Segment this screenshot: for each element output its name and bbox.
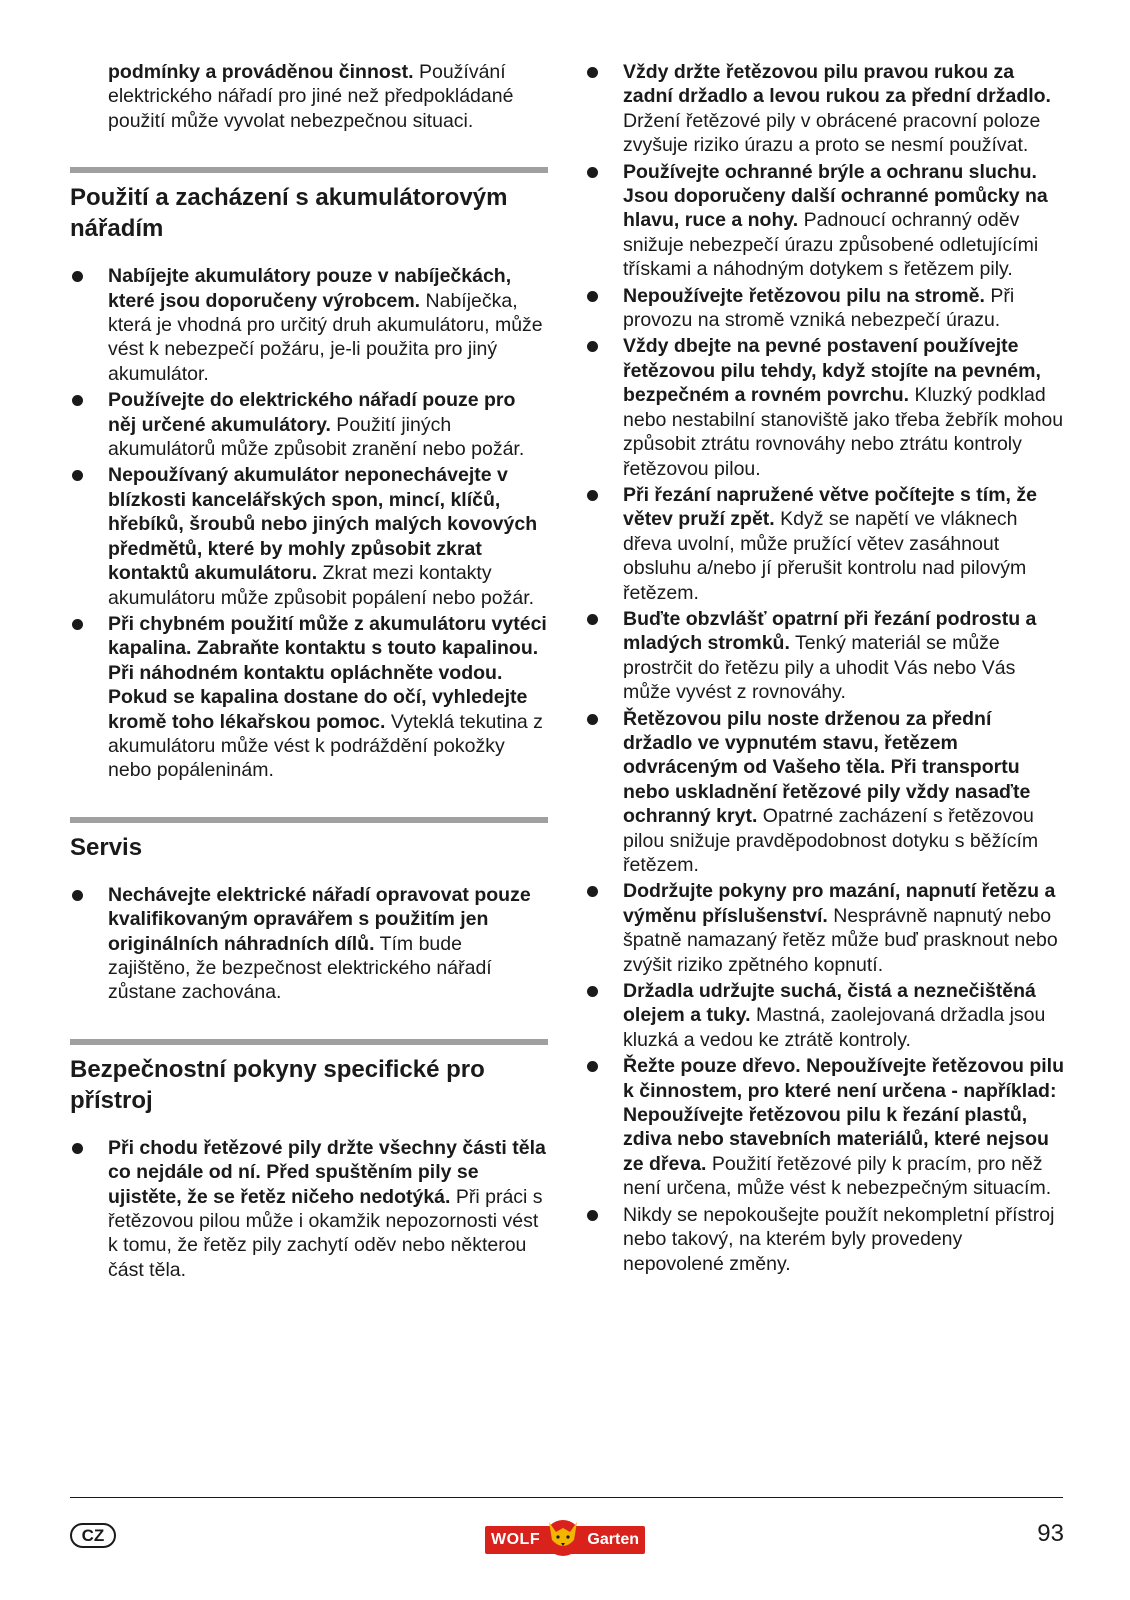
item-text: Mastná, zaolejovaná držadla jsou kluzká a vedou ke ztrátě kontroly. bbox=[623, 1004, 1046, 1051]
list-item bbox=[70, 883, 548, 1005]
bullet-icon bbox=[587, 1210, 598, 1221]
item-bold: Při chybném použití může z akumulátoru vytéci kapalina. Zabraňte kontaktu s touto kapalinou. Při náhodném kontaktu opláchněte vodou. Pokud se kapalina dostane do očí, vyhledejte kromě toho lékařskou pomoc. bbox=[108, 612, 547, 733]
item-bold: Při chodu řetězové pily držte všechny části těla co nejdále od ní. Před spuštěním pily se ujistěte, že se řetěz ničeho nedotýká. bbox=[108, 1136, 546, 1208]
section-service bbox=[70, 817, 548, 1005]
list-item bbox=[585, 707, 1065, 878]
page-number: 93 bbox=[1037, 1520, 1064, 1547]
bullet-icon bbox=[587, 986, 598, 997]
item-bold: Dodržujte pokyny pro mazání, napnutí řetězu a výměnu příslušenství. bbox=[623, 880, 1056, 927]
bullet-icon bbox=[72, 470, 83, 481]
list-item bbox=[70, 612, 548, 783]
item-bold: Vždy držte řetězovou pilu pravou rukou za zadní držadlo a levou rukou za přední držadlo. bbox=[623, 61, 1051, 108]
item-text: Padnoucí ochranný oděv snižuje nebezpečí úrazu způsobené odletujícími třískami a náhodným dotykem s řetězem pily. bbox=[623, 209, 1039, 281]
item-bold: Nepoužívejte řetězovou pilu na stromě. bbox=[623, 284, 985, 307]
bullet-icon bbox=[587, 67, 598, 78]
intro-bold: podmínky a prováděnou činnost. bbox=[108, 61, 414, 83]
left-column bbox=[70, 60, 548, 1284]
intro-text: Používání elektrického nářadí pro jiné než předpokládané použití může vyvolat nebezpečnou situaci. bbox=[108, 61, 514, 132]
item-bold: Buďte obzvlášť opatrní při řezání podrostu a mladých stromků. bbox=[623, 607, 1037, 655]
item-bold: Nepoužívaný akumulátor neponechávejte v blízkosti kancelářských spon, mincí, klíčů, hřebíků, šroubů nebo jiných malých kovových předmětů, které by mohly způsobit zkrat kontaktů akumulátoru. bbox=[108, 464, 538, 585]
item-text: Použití jiných akumulátorů může způsobit zranění nebo požár. bbox=[108, 413, 525, 461]
bullet-icon bbox=[72, 1143, 83, 1154]
item-text: Nikdy se nepokoušejte použít nekompletní přístroj nebo takový, na kterém byly provedeny nepovolené změny. bbox=[623, 1203, 1055, 1275]
item-text: Opatrné zacházení s řetězovou pilou snižuje pravděpodobnost dotyku s běžícím řetězem. bbox=[623, 805, 1039, 876]
section-rule bbox=[70, 1039, 548, 1045]
language-badge: CZ bbox=[70, 1523, 116, 1548]
bullet-icon bbox=[72, 271, 83, 282]
item-bold: Řetězovou pilu noste drženou za přední držadlo ve vypnutém stavu, řetězem odvráceným od Vašeho těla. Při transportu nebo uskladnění řetězové pily vždy nasaďte ochranný kryt. bbox=[623, 707, 1031, 828]
item-text: Tenký materiál se může prostrčit do řetězu pily a uhodit Vás nebo Vás může vyvést z rovnováhy. bbox=[623, 632, 1016, 704]
section-title: Servis bbox=[70, 833, 143, 861]
item-bold: Vždy dbejte na pevné postavení používejte řetězovou pilu tehdy, když stojíte na pevném, bezpečném a rovném povrchu. bbox=[623, 335, 1041, 407]
bullet-list bbox=[585, 60, 1065, 1276]
item-bold: Držadla udržujte suchá, čistá a neznečištěná olejem a tuky. bbox=[623, 980, 1036, 1027]
item-bold: Řežte pouze dřevo. Nepoužívejte řetězovou pilu k činnostem, pro které není určena - například: Nepoužívejte řetězovou pilu k řezání plastů, zdiva nebo stavebních materiálů, které nejsou ze dřeva. bbox=[623, 1055, 1064, 1175]
item-text: Nabíječka, která je vhodná pro určitý druh akumulátoru, může vést k nebezpečí požáru, je-li použita pro jiný akumulátor. bbox=[108, 289, 543, 385]
bullet-list bbox=[70, 1136, 548, 1282]
item-text: Když se napětí ve vláknech dřeva uvolní, může pružící větev zasáhnout obsluhu a/nebo jí přerušit kontrolu nad pilovým řetězem. bbox=[623, 508, 1027, 604]
right-column bbox=[585, 60, 1065, 1278]
logo-wolf-text: WOLF bbox=[491, 1531, 541, 1548]
item-bold: Při řezání napružené větve počítejte s tím, že větev pruží zpět. bbox=[623, 483, 1037, 531]
item-text: Při práci s řetězovou pilou může i okamžik nepozornosti vést k tomu, že řetěz pily zachytí oděv nebo některou část těla. bbox=[108, 1185, 543, 1281]
bullet-icon bbox=[587, 886, 598, 897]
bullet-icon bbox=[587, 167, 598, 178]
list-item bbox=[585, 607, 1065, 705]
section-rule bbox=[70, 167, 548, 173]
list-item bbox=[585, 979, 1065, 1052]
list-item bbox=[585, 1054, 1065, 1200]
list-item bbox=[585, 160, 1065, 282]
bullet-icon bbox=[587, 714, 598, 725]
bullet-icon bbox=[587, 1061, 598, 1072]
list-item bbox=[585, 334, 1065, 480]
bullet-icon bbox=[587, 490, 598, 501]
item-text: Kluzký podklad nebo nestabilní stanoviště jako třeba žebřík mohou způsobit ztrátu rovnováhy nebo ztrátu kontroly řetězovou pilou. bbox=[623, 384, 1064, 480]
item-text: Tím bude zajištěno, že bezpečnost elektrického nářadí zůstane zachována. bbox=[108, 932, 492, 1004]
section-rule bbox=[70, 817, 548, 823]
bullet-icon bbox=[587, 291, 598, 302]
section-device-safety bbox=[70, 1039, 548, 1282]
list-item bbox=[70, 1136, 548, 1282]
list-item bbox=[70, 264, 548, 386]
item-bold: Nechávejte elektrické nářadí opravovat pouze kvalifikovaným opravářem s použitím jen originálních náhradních dílů. bbox=[108, 883, 531, 955]
bullet-icon bbox=[72, 619, 83, 630]
item-text: Použití řetězové pily k pracím, pro něž není určena, může vést k nebezpečným situacím. bbox=[623, 1152, 1052, 1200]
list-item bbox=[585, 483, 1065, 605]
logo-garten-text: Garten bbox=[587, 1531, 639, 1548]
item-bold: Nabíjejte akumulátory pouze v nabíječkách, které jsou doporučeny výrobcem. bbox=[108, 265, 512, 312]
section-title: Bezpečnostní pokyny specifické pro přístroj bbox=[70, 1055, 485, 1114]
wolf-garten-logo bbox=[485, 1526, 645, 1554]
item-text: Držení řetězové pily v obrácené pracovní poloze zvyšuje riziko úrazu a proto se nesmí používat. bbox=[623, 109, 1041, 157]
item-text: Vyteklá tekutina z akumulátoru může vést k podráždění pokožky nebo popáleninám. bbox=[108, 710, 543, 782]
item-text: Nesprávně napnutý nebo špatně namazaný řetěz může buď prasknout nebo zvýšit riziko zpětného kopnutí. bbox=[623, 904, 1058, 976]
item-text: Při provozu na stromě vzniká nebezpečí úrazu. bbox=[623, 284, 1015, 332]
list-item bbox=[70, 388, 548, 461]
bullet-icon bbox=[72, 890, 83, 901]
section-title: Použití a zacházení s akumulátorovým nářadím bbox=[70, 184, 508, 243]
list-item bbox=[585, 284, 1065, 333]
fox-head-icon bbox=[543, 1512, 583, 1556]
intro-paragraph bbox=[108, 60, 548, 133]
bullet-icon bbox=[587, 341, 598, 352]
section-battery-tools bbox=[70, 167, 548, 783]
item-bold: Používejte ochranné brýle a ochranu sluchu. Jsou doporučeny další ochranné pomůcky na hlavu, ruce a nohy. bbox=[623, 160, 1048, 232]
list-item bbox=[585, 1203, 1065, 1276]
bullet-icon bbox=[587, 614, 598, 625]
item-bold: Používejte do elektrického nářadí pouze pro něj určené akumulátory. bbox=[108, 389, 516, 436]
list-item bbox=[585, 60, 1065, 158]
footer-rule bbox=[70, 1497, 1063, 1498]
item-text: Zkrat mezi kontakty akumulátoru může způsobit popálení nebo požár. bbox=[108, 562, 535, 609]
list-item bbox=[585, 879, 1065, 977]
bullet-icon bbox=[72, 395, 83, 406]
list-item bbox=[70, 463, 548, 609]
bullet-list bbox=[70, 264, 548, 783]
bullet-list bbox=[70, 883, 548, 1005]
